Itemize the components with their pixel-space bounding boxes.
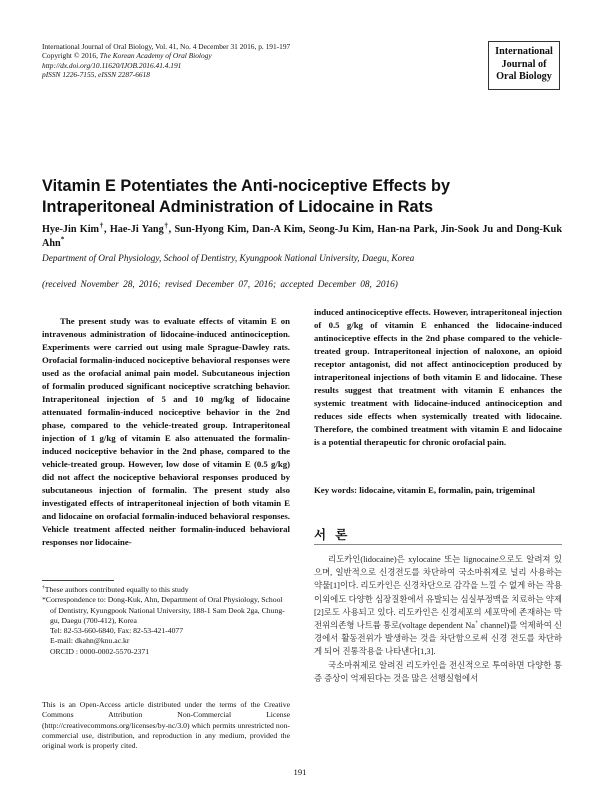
author-name: Hae-Ji Yang	[109, 224, 164, 235]
author-separator: ,	[302, 224, 309, 235]
author-name: Hye-Jin Kim	[42, 224, 100, 235]
footnote-orcid: ORCID : 0000-0002-5570-2371	[50, 646, 150, 656]
abstract-right-column: induced antinociceptive effects. However, intraperitoneal injection of 0.5 g/kg of vitamin E enhanced the lidocaine-induced antinociceptive effects in the 2nd phase compared to the vehicle-treated group. Intraperitoneal injection of naloxone, an opioid receptor antagonist, did not affect antinociception produced by intraperitoneal injections of both vitamin E and lidocaine. These results suggest that treatment with vitamin E enhances the systemic treatment with lidocaine-induced antinociception and reduces side effects when systemically treated with lidocaine. Therefore, the combined treatment with vitamin E and lidocaine is a potential therapeutic for chronic orofacial pain.	[314, 307, 562, 447]
author-name: Sun-Hyong Kim	[174, 224, 247, 235]
issn-line: pISSN 1226-7155, eISSN 2287-6618	[42, 69, 150, 79]
copyright-symbol: ©	[73, 51, 80, 61]
author-separator: and	[493, 224, 517, 235]
copyright-holder: The Korean Academy of Oral Biology	[99, 51, 212, 61]
section-heading-introduction: 서 론	[314, 528, 351, 542]
author-mark: †	[99, 221, 105, 230]
author-separator: ,	[246, 224, 253, 235]
author-mark: †	[163, 221, 169, 230]
footnote-divider	[42, 580, 114, 581]
author-name: Dan-A Kim	[252, 224, 303, 235]
author-separator: ,	[371, 224, 378, 235]
author-name: Dong-Kuk Ahn	[42, 224, 562, 249]
abstract-left-column: The present study was to evaluate effects of vitamin E on intravenous administration of lidocaine-induced antinociception. Experiments were carried out using male Sprague-Dawley rats. Orofacial formalin-induced nociceptive behavioral responses were used as the orofacial animal pain model. Subcutaneous injection of formalin produced significant nociceptive scratching behavior. Intraperitoneal injection of 5 and 10 mg/kg of lidocaine attenuated formalin-induced nociceptive behavior in the 2nd phase, compared to the vehicle-treated group. Intraperitoneal injection of 1 g/kg of vitamin E also attenuated the formalin-induced nociceptive behavior in the 2nd phase, compared to the vehicle-treated group. However, low dose of vitamin E (0.5 g/kg) did not affect the nociceptive behavioral responses produced by subcutaneous injection of formalin. The present study also investigated effects of intraperitoneal injection of both vitamin E and lidocaine on orofacial formalin-induced behavioral responses. Vehicle treatment affected neither formalin-induced behavioral responses nor lidocaine-	[42, 316, 290, 547]
journal-box-line-2: Journal of	[501, 58, 547, 70]
journal-logo-box	[488, 41, 560, 90]
author-name: Seong-Ju Kim	[308, 224, 372, 235]
paper-title: Vitamin E Potentiates the Anti-nociceptive Effects by Intraperitoneal Administration of Lidocaine in Rats	[42, 177, 451, 216]
license-statement: This is an Open-Access article distributed under the terms of the Creative Commons Attribution Non-Commercial License (http://creativecommons.org/licenses/by-nc/3.0) which permits unrestricted non-commercial use, distribution, and reproduction in any medium, provided the original work is properly cited.	[42, 700, 290, 751]
author-mark: *	[60, 235, 65, 244]
section-divider	[314, 544, 562, 545]
doi-link[interactable]: http://dx.doi.org/10.11620/IJOB.2016.41.4.191	[42, 60, 182, 70]
keywords: Key words: lidocaine, vitamin E, formalin, pain, trigeminal	[314, 485, 535, 495]
received-dates: (received November 28, 2016; revised December 07, 2016; accepted December 08, 2016)	[42, 280, 398, 290]
intro-paragraph-1	[314, 553, 562, 659]
intro-p1-text-a: 리도카인(lidocaine)은 xylocaine 또는 lignocaine으로도 알려져 있으며, 일반적으로 신경전도를 차단하여 국소마취제로 널리 사용하는 약물[1]이다. 리도카인은 신경차단으로 감각을 느낄 수 없게 하는 작용 이외에도 다양한 심장질환에서 유발되는 심실부정맥을 치료하는 약제[2]로도 사용되고 있다. 리도카인은 신경세포의 세포막에 존재하는 막전위의존형 나트륨 통로(voltage dependent Na	[314, 555, 562, 631]
copyright-prefix: Copyright	[42, 51, 74, 61]
introduction-body	[314, 553, 562, 685]
footnotes	[42, 585, 290, 657]
footnote-email[interactable]: E-mail: dkahn@knu.ac.kr	[50, 636, 130, 646]
footnote-correspondence: *Correspondence to: Dong-Kuk, Ahn, Department of Oral Physiology, School of Dentistry, Kyungpook National University, 188-1 Sam Deok 2ga, Chung-gu, Daegu (700-412), Korea	[42, 595, 285, 625]
author-separator: ,	[168, 224, 175, 235]
copyright-line	[42, 51, 422, 60]
page-number: 191	[293, 767, 307, 777]
journal-header	[42, 42, 422, 79]
author-name: Han-na Park	[377, 224, 435, 235]
footnote-phone-fax: Tel: 82-53-660-6840, Fax: 82-53-421-4077	[50, 626, 184, 636]
journal-box-line-3: Oral Biology	[496, 71, 552, 82]
sodium-superscript: +	[474, 620, 479, 627]
intro-paragraph-2: 국소마취제로 알려진 리도카인을 전신적으로 투여하면 다양한 통증 증상이 억제된다는 것을 많은 선행실험에서	[314, 660, 562, 683]
author-name: Jin-Sook Ju	[440, 224, 494, 235]
intro-p1-text-b: channel)를 억제하여 신경에서 활동전위가 발생하는 것을 차단함으로써 신경 전도를 차단하게 되어 진통작용을 나타낸다[1,3].	[314, 621, 563, 657]
author-list	[42, 223, 562, 251]
affiliation: Department of Oral Physiology, School of Dentistry, Kyungpook National University, Daegu, Korea	[42, 254, 415, 264]
journal-box-line-1: International	[495, 46, 553, 57]
author-separator: ,	[104, 224, 110, 235]
copyright-year: 2016,	[79, 51, 100, 61]
footnote-1-text: These authors contributed equally to this study	[44, 585, 189, 594]
footnote-equal-contribution	[42, 585, 290, 595]
author-separator: ,	[434, 224, 441, 235]
citation-line: International Journal of Oral Biology, Vol. 41, No. 4 December 31 2016, p. 191-197	[42, 42, 291, 51]
dagger-mark: †	[42, 584, 45, 591]
